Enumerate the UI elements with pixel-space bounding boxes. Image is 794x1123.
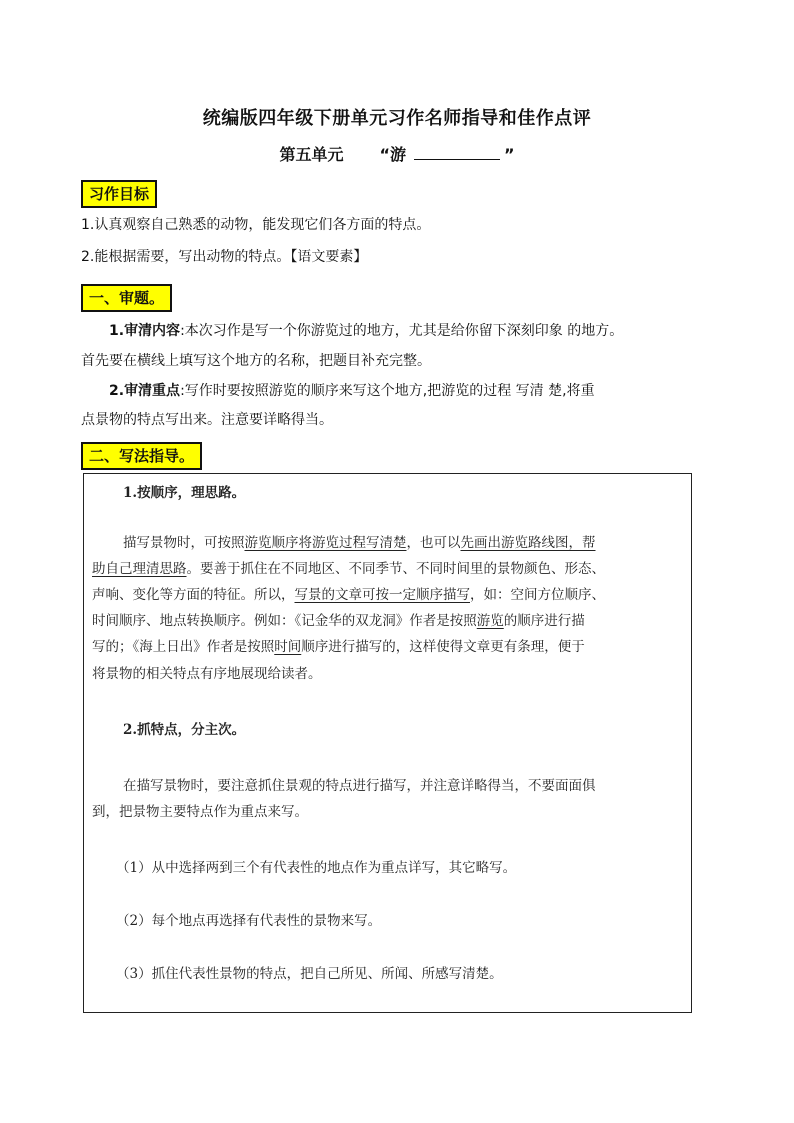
- review-focus-heading: 审清重点: [124, 383, 181, 399]
- review-focus-paragraph: 2.审清重点:写作时要按照游览的顺序来写这个地方,把游览的过程 写清 楚,将重: [109, 383, 595, 399]
- guide-text-line: 助自己理清思路。要善于抓住在不同地区、不同季节、不同时间里的景物颜色、形态、: [92, 561, 605, 577]
- guide-text-line: 在描写景物时，要注意抓住景观的特点进行描写，并注意详略得当，不要面面俱: [123, 778, 596, 794]
- writing-guide-box: [83, 473, 692, 1013]
- guide-heading-features: 2.抓特点，分主次。: [123, 722, 246, 738]
- guide-text-line: 时间顺序、地点转换顺序。例如：《记金华的双龙洞》作者是按照游览的顺序进行描: [92, 613, 585, 629]
- guide-text-line: 声响、变化等方面的特征。所以，写景的文章可按一定顺序描写，如：空间方位顺序、: [92, 587, 605, 603]
- guide-list-item: （1）从中选择两到三个有代表性的地点作为重点详写，其它略写。: [116, 860, 517, 876]
- guide-list-item: （2）每个地点再选择有代表性的景物来写。: [116, 913, 382, 929]
- review-focus-continuation: 点景物的特点写出来。注意要详略得当。: [81, 412, 333, 428]
- document-title: 统编版四年级下册单元习作名师指导和佳作点评: [202, 108, 592, 129]
- section1-tag: 一、审题。: [81, 284, 172, 312]
- guide-text-line: 写的；《海上日出》作者是按照时间顺序进行描写的，这样使得文章更有条理，便于: [92, 639, 585, 655]
- topic-open-quote: “游: [379, 145, 407, 164]
- goals-tag: 习作目标: [81, 180, 157, 208]
- unit-label: 第五单元: [279, 145, 344, 164]
- guide-text-line: 到，把景物主要特点作为重点来写。: [92, 804, 308, 820]
- guide-list-item: （3）抓住代表性景物的特点，把自己所见、所闻、所感写清楚。: [116, 966, 503, 982]
- review-content-paragraph: 1.审清内容:本次习作是写一个你游览过的地方，尤其是给你留下深刻印象 的地方。: [109, 323, 624, 339]
- guide-text-line: 描写景物时，可按照游览顺序将游览过程写清楚，也可以先画出游览路线图，帮: [123, 535, 596, 551]
- topic-close-quote: ”: [504, 145, 515, 164]
- goal-item: 2.能根据需要，写出动物的特点。【语文要素】: [81, 249, 368, 265]
- document-subtitle: [0, 142, 794, 165]
- review-content-heading: 审清内容: [124, 323, 181, 339]
- guide-heading-order: 1.按顺序，理思路。: [123, 485, 246, 501]
- goal-item: 1.认真观察自己熟悉的动物，能发现它们各方面的特点。: [81, 217, 431, 233]
- guide-text-line: 将景物的相关特点有序地展现给读者。: [92, 666, 322, 682]
- review-content-continuation: 首先要在横线上填写这个地方的名称，把题目补充完整。: [81, 353, 431, 369]
- section2-tag: 二、写法指导。: [81, 442, 202, 470]
- topic-blank-line: [414, 145, 500, 160]
